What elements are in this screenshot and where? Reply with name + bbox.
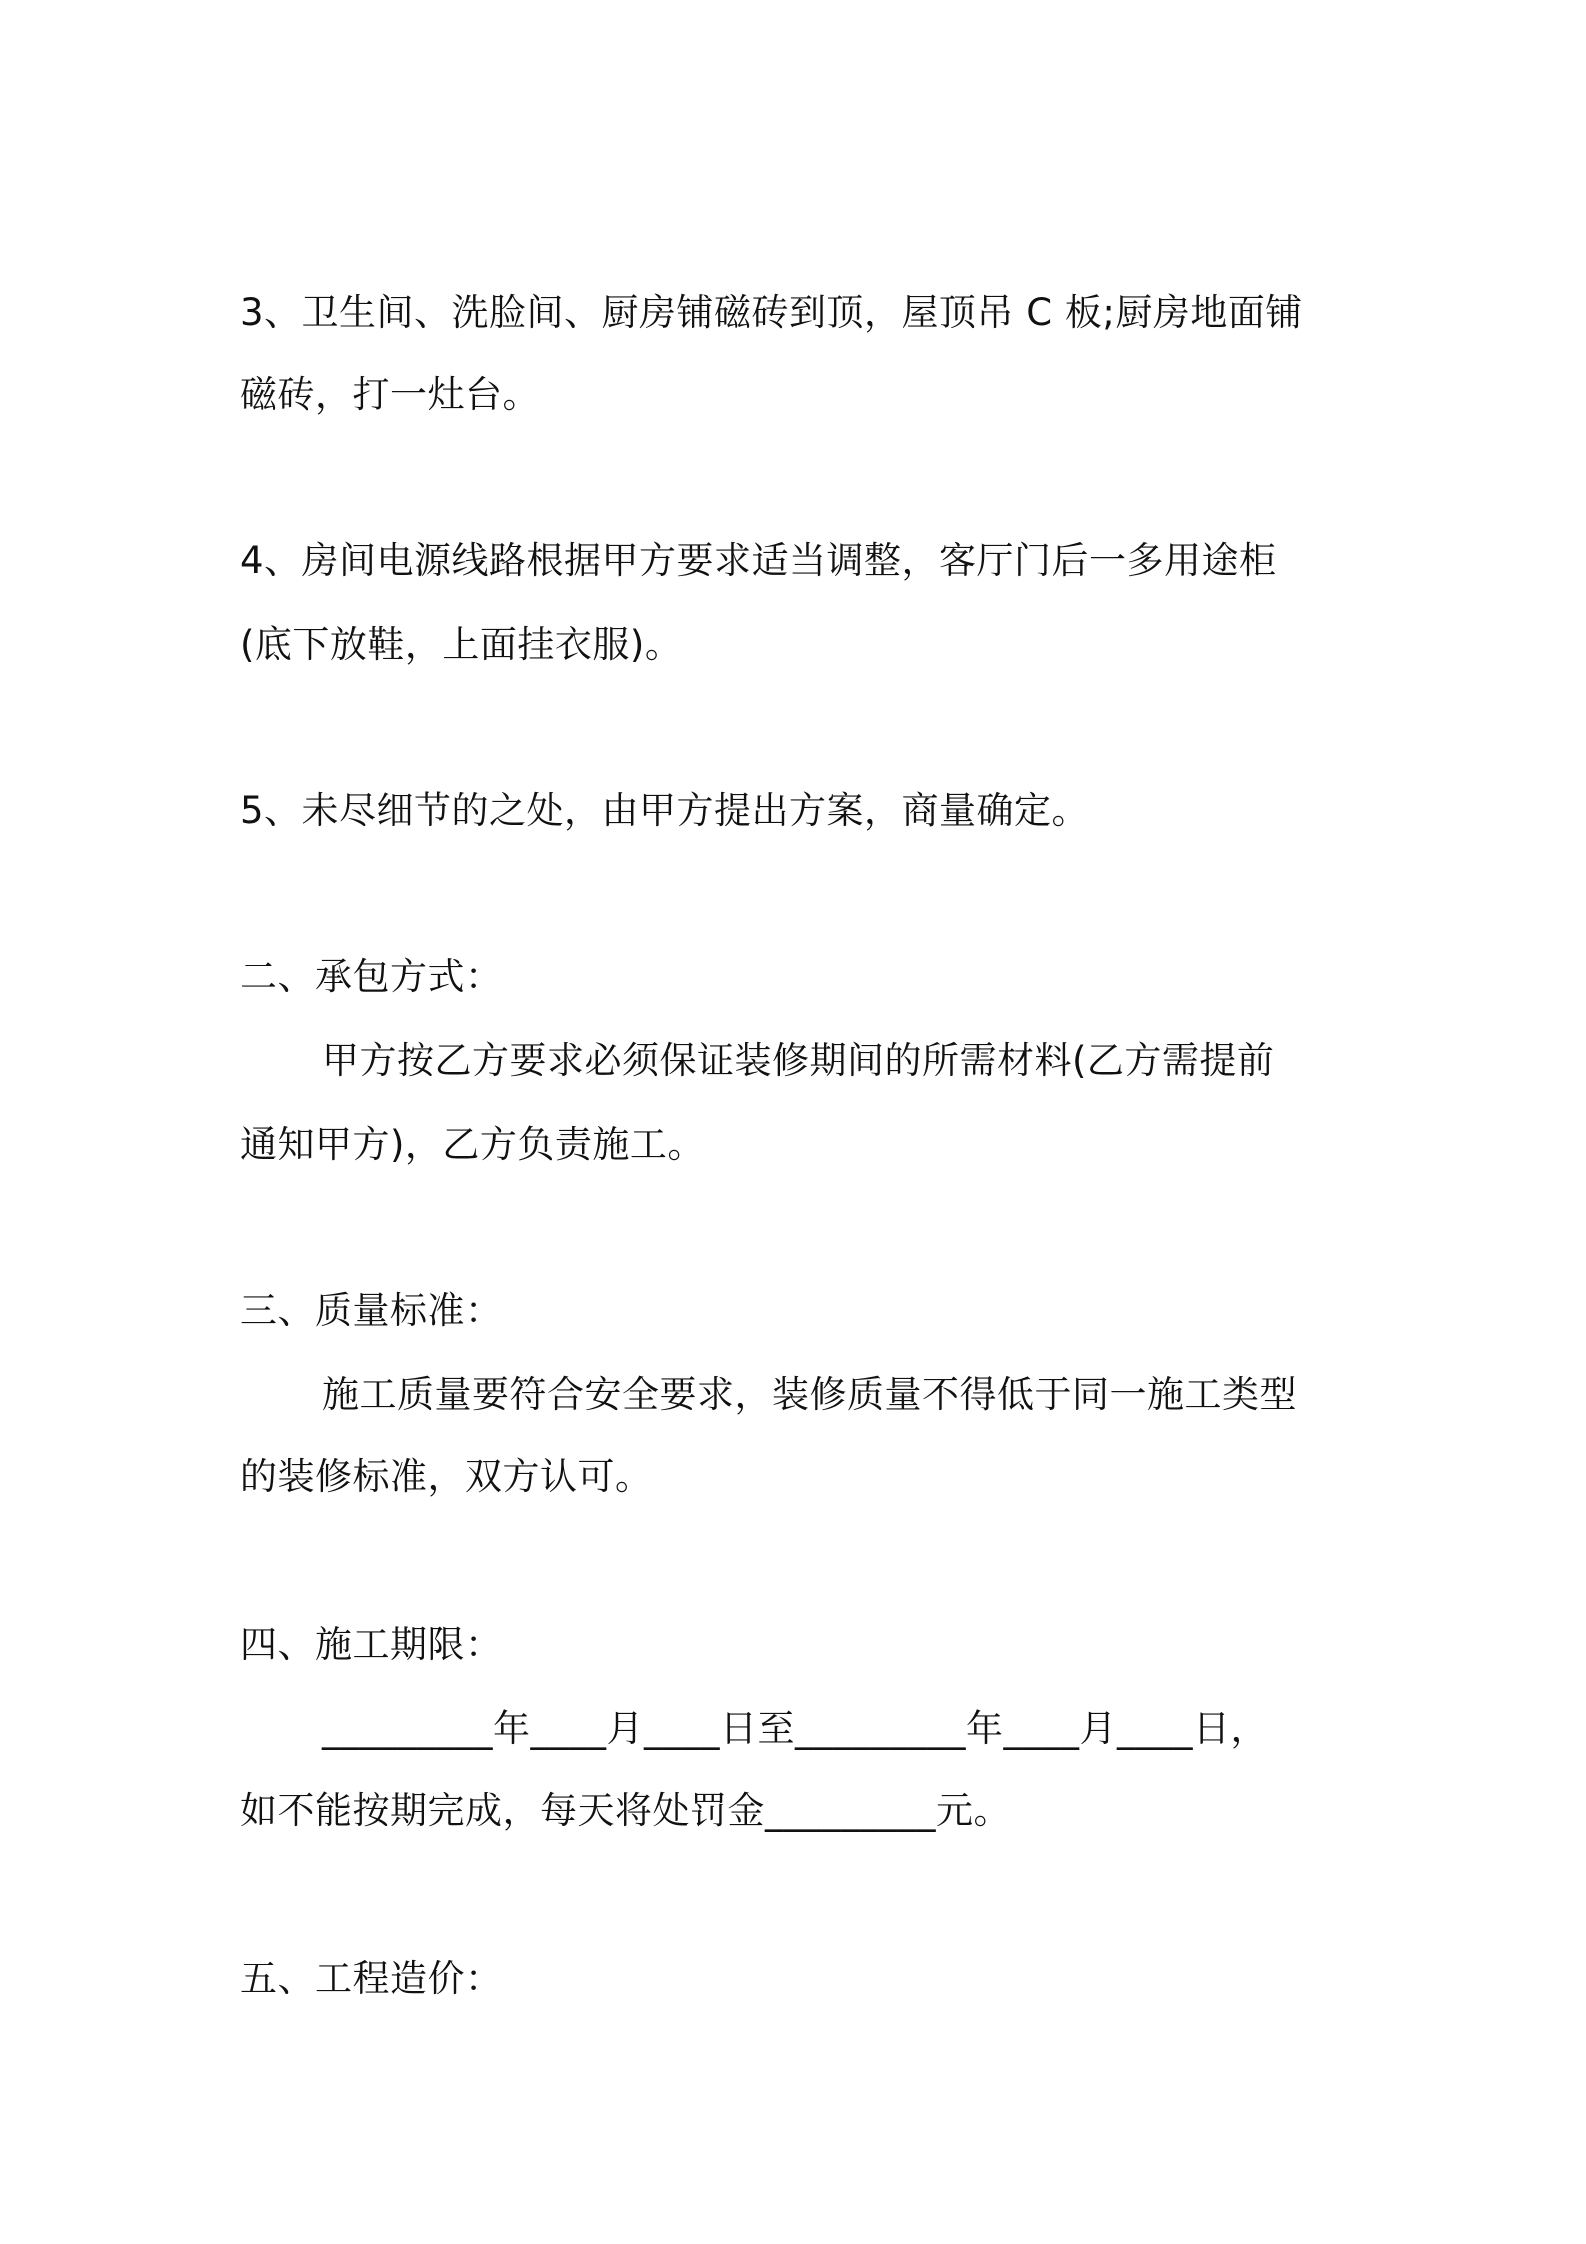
item-3-line-2: 磁砖，打一灶台。 — [240, 373, 540, 416]
section-4-text-line-2: 如不能按期完成，每天将处罚金_________元。 — [240, 1789, 1011, 1832]
item-5-line: 5、未尽细节的之处，由甲方提出方案，商量确定。 — [240, 789, 1090, 832]
item-4-line-2: (底下放鞋，上面挂衣服)。 — [240, 623, 683, 666]
section-2-text-line-2: 通知甲方)，乙方负责施工。 — [240, 1123, 705, 1166]
section-2-heading: 二、承包方式： — [240, 955, 503, 998]
section-3-heading: 三、质量标准： — [240, 1289, 503, 1332]
section-3-text-line-2: 的装修标准，双方认可。 — [240, 1455, 653, 1498]
section-2-text-line-1: 甲方按乙方要求必须保证装修期间的所需材料(乙方需提前 — [322, 1039, 1275, 1082]
item-3-line-1: 3、卫生间、洗脸间、厨房铺磁砖到顶，屋顶吊 C 板;厨房地面铺 — [240, 291, 1303, 334]
section-4-text-line-1: _________年____月____日至_________年____月____日， — [322, 1707, 1268, 1750]
item-4-line-1: 4、房间电源线路根据甲方要求适当调整，客厅门后一多用途柜 — [240, 539, 1277, 582]
section-4-heading: 四、施工期限： — [240, 1623, 503, 1666]
section-5-heading: 五、工程造价： — [240, 1957, 503, 2000]
section-3-text-line-1: 施工质量要符合安全要求，装修质量不得低于同一施工类型 — [322, 1373, 1297, 1416]
